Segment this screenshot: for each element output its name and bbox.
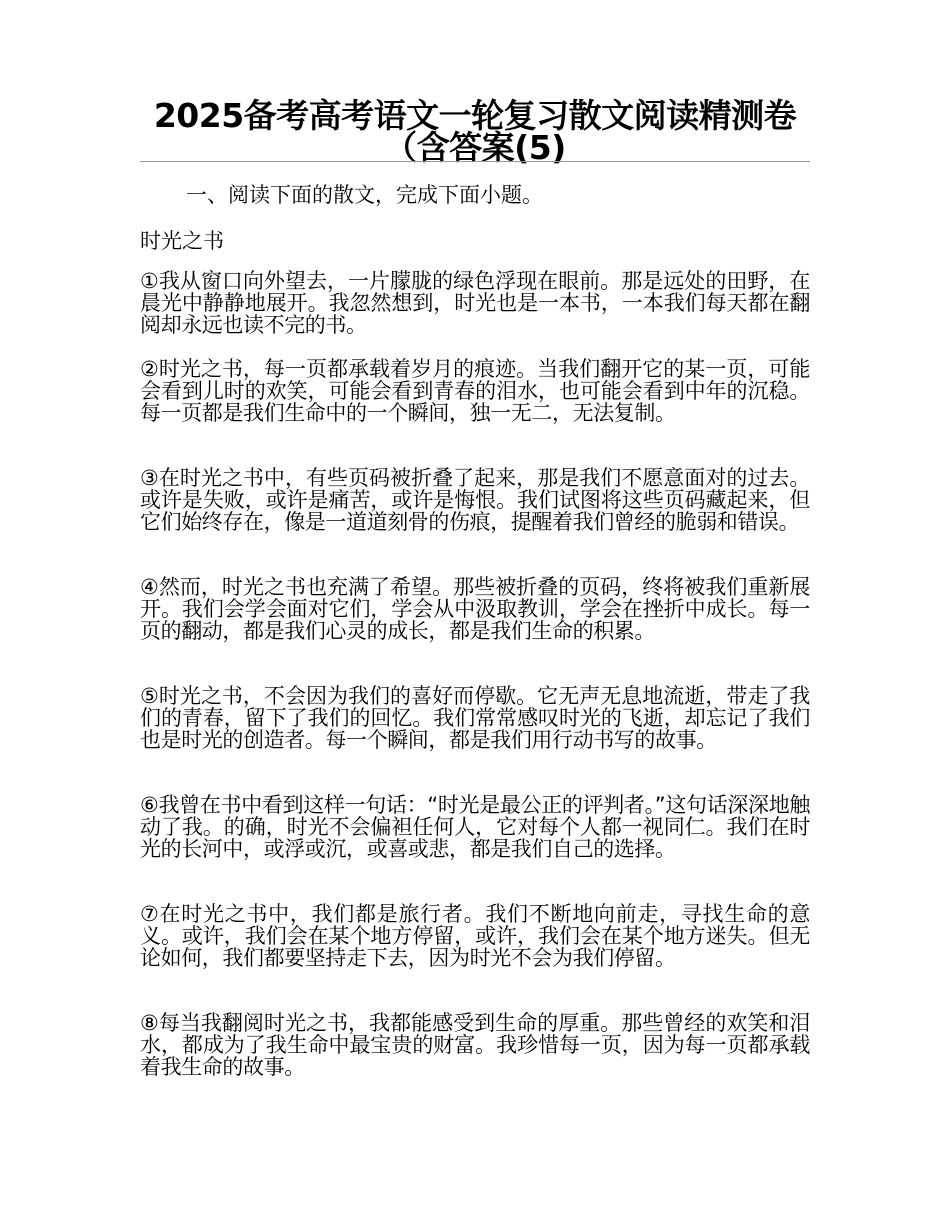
essay-paragraph-4: ④然而，时光之书也充满了希望。那些被折叠的页码，终将被我们重新展开。我们会学会面对它们，学会从中汲取教训，学会在挫折中成长。每一页的翻动，都是我们心灵的成长，都是我们生命的积累。 [140,575,810,643]
essay-paragraph-1: ①我从窗口向外望去，一片朦胧的绿色浮现在眼前。那是远处的田野，在晨光中静静地展开。我忽然想到，时光也是一本书，一本我们每天都在翻阅却永远也读不完的书。 [140,269,810,337]
question-instruction: 一、阅读下面的散文，完成下面小题。 [186,183,543,207]
essay-paragraph-7: ⑦在时光之书中，我们都是旅行者。我们不断地向前走，寻找生命的意义。或许，我们会在某个地方停留，或许，我们会在某个地方迷失。但无论如何，我们都要坚持走下去，因为时光不会为我们停留。 [140,902,810,970]
essay-paragraph-8: ⑧每当我翻阅时光之书，我都能感受到生命的厚重。那些曾经的欢笑和泪水，都成为了我生命中最宝贵的财富。我珍惜每一页，因为每一页都承载着我生命的故事。 [140,1011,810,1079]
essay-title: 时光之书 [140,229,224,253]
essay-paragraph-2: ②时光之书，每一页都承载着岁月的痕迹。当我们翻开它的某一页，可能会看到儿时的欢笑，可能会看到青春的泪水，也可能会看到中年的沉稳。每一页都是我们生命中的一个瞬间，独一无二，无法复制。 [140,357,810,425]
essay-paragraph-3: ③在时光之书中，有些页码被折叠了起来，那是我们不愿意面对的过去。或许是失败，或许是痛苦，或许是悔恨。我们试图将这些页码藏起来，但它们始终存在，像是一道道刻骨的伤痕，提醒着我们曾经的脆弱和错误。 [140,466,810,534]
essay-paragraph-5: ⑤时光之书，不会因为我们的喜好而停歇。它无声无息地流逝，带走了我们的青春，留下了我们的回忆。我们常常感叹时光的飞逝，却忘记了我们也是时光的创造者。每一个瞬间，都是我们用行动书写的故事。 [140,684,810,752]
essay-paragraph-6: ⑥我曾在书中看到这样一句话：“时光是最公正的评判者。”这句话深深地触动了我。的确，时光不会偏袒任何人，它对每个人都一视同仁。我们在时光的长河中，或浮或沉，或喜或悲，都是我们自己的选择。 [140,793,810,861]
title-underline [140,161,810,162]
document-title: 2025备考高考语文一轮复习散文阅读精测卷（含答案(5) [153,96,797,167]
